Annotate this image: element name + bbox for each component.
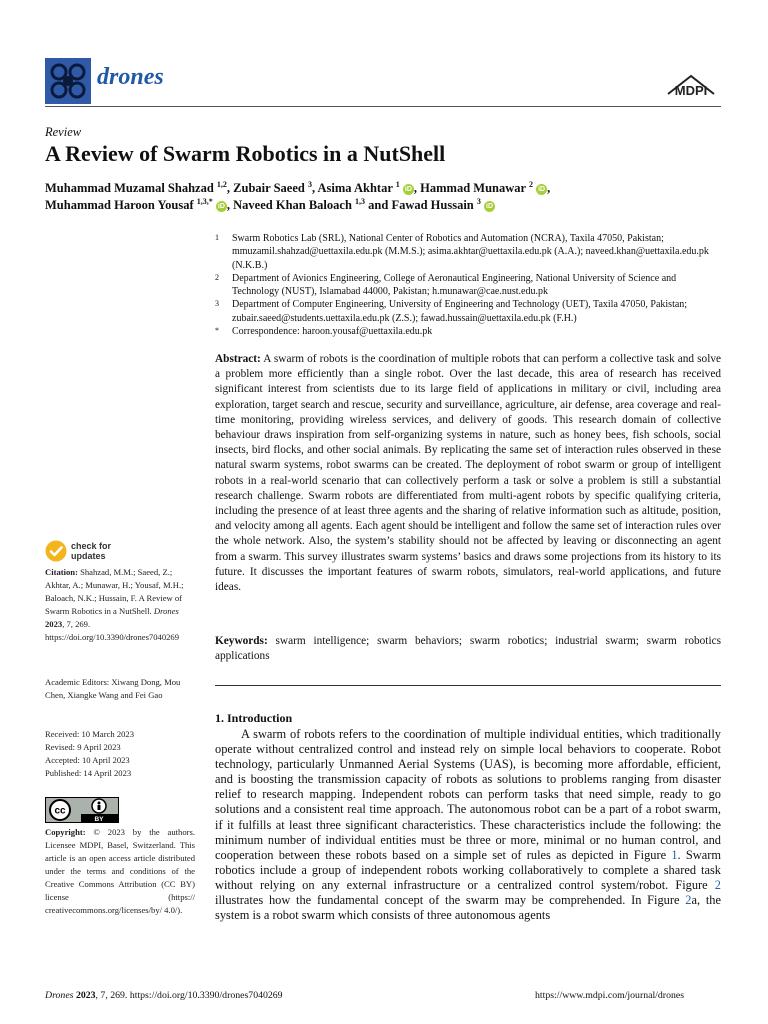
journal-name[interactable]: drones	[97, 64, 164, 90]
abstract-label: Abstract:	[215, 353, 261, 365]
affiliation-text: Swarm Robotics Lab (SRL), National Center of Robotics and Automation (NCRA), Taxila 47050, Pakistan; mmuzamil.shahzad@uettaxila.edu.pk (M.M.S.); asima.akhtar@uettaxila.edu.pk (A.A.); naveed.khan@uettaxila.edu.pk (N.K.B.)	[232, 233, 709, 271]
copyright-text: © 2023 by the authors. Licensee MDPI, Basel, Switzerland. This article is an open access article distributed under the terms and conditions of the Creative Commons Attribution (CC BY) license (https:// creativecommons.org/licenses/by/ 4.0/).	[45, 827, 195, 915]
author-affiliation-marker: 3	[307, 180, 312, 189]
author-affiliation-marker: 1,3	[355, 197, 366, 206]
citation-text: Shahzad, M.M.; Saeed, Z.; Akhtar, A.; Munawar, H.; Yousaf, M.H.; Baloach, N.K.; Hussain, F. A Review of Swarm Robotics in a NutShell.	[45, 567, 184, 616]
citation-journal: Drones	[153, 606, 179, 616]
figure-link[interactable]: 2	[685, 893, 692, 908]
check-for-updates-button[interactable]	[45, 540, 165, 564]
citation-doi[interactable]: , 7, 269. https://doi.org/10.3390/drones7040269	[45, 619, 180, 642]
header-divider	[45, 106, 721, 107]
section-heading-introduction: 1. Introduction	[215, 711, 293, 725]
orcid-icon[interactable]: iD	[217, 203, 225, 211]
keywords-label: Keywords:	[215, 635, 268, 647]
orcid-icon[interactable]: iD	[404, 186, 412, 194]
paragraph-text: . Swarm robotics include a group of independent robots working collaboratively to complete a shared task without relying on any external infrastructure or a centralized control system/robot. Figure	[215, 847, 721, 892]
figure-link[interactable]: 1	[671, 847, 678, 862]
mdpi-logo-icon[interactable]	[664, 70, 718, 100]
citation-year: 2023	[45, 619, 63, 629]
affiliation-marker: 1	[215, 233, 219, 242]
orcid-icon[interactable]: iD	[486, 203, 494, 211]
author-name[interactable]: Zubair Saeed	[233, 181, 305, 196]
date-revised: Revised: 9 April 2023	[45, 742, 121, 752]
article-type: Review	[45, 125, 82, 139]
copyright-notice	[45, 826, 195, 917]
author-name[interactable]: Fawad Hussain	[391, 198, 474, 213]
figure-link[interactable]: 2	[714, 877, 721, 892]
author-name[interactable]: Naveed Khan Baloach	[233, 198, 352, 213]
cc-by-license-icon[interactable]	[45, 797, 119, 823]
copyright-label: Copyright:	[45, 827, 86, 837]
by-text: BY	[94, 816, 104, 823]
affiliation-text: Department of Avionics Engineering, College of Aeronautical Engineering, National University of Science and Technology (NUST), Islamabad 44000, Pakistan; h.munawar@cae.nust.edu.pk	[232, 272, 677, 298]
paragraph-text: a, the system is a robot swarm which consists of three autonomous agents	[215, 893, 721, 923]
author-list-line-2: Muhammad Haroon Yousaf $^{1,3,*}$ iD , Naveed Khan Baloach $^{1,3}$ and Fawad Hussain $^3$ iD	[45, 197, 494, 213]
affiliation-item	[215, 325, 725, 338]
citation-label: Citation:	[45, 567, 78, 577]
introduction-paragraph	[215, 727, 721, 923]
date-accepted: Accepted: 10 April 2023	[45, 755, 130, 765]
orcid-icon[interactable]: iD	[538, 186, 546, 194]
affiliation-item	[215, 298, 725, 325]
affiliations-list	[215, 232, 725, 338]
author-name[interactable]: Muhammad Haroon Yousaf	[45, 198, 194, 213]
paragraph-text: illustrates how the fundamental concept of the swarm may be comprehended. In Figure	[215, 893, 680, 908]
mdpi-logo-text: MDPI	[674, 83, 708, 98]
footer-doi[interactable]: , 7, 269. https://doi.org/10.3390/drones7040269	[95, 990, 283, 1001]
drones-logo-icon	[45, 58, 91, 104]
footer-citation	[45, 990, 283, 1001]
check-updates-line-1: check for	[71, 541, 112, 551]
keywords-text: swarm intelligence; swarm behaviors; swarm robotics; industrial swarm; swarm robotics applications	[215, 635, 721, 663]
check-for-updates-label	[71, 542, 111, 561]
author-name[interactable]: Hammad Munawar	[420, 181, 526, 196]
check-updates-line-2: updates	[71, 550, 106, 561]
correspondence-text: Correspondence: haroon.yousaf@uettaxila.edu.pk	[232, 326, 433, 338]
affiliation-marker: 3	[215, 299, 219, 309]
abstract-text: A swarm of robots is the coordination of multiple robots that can perform a collective task and solve a problem more efficiently than a single robot. Over the last decade, this area of research has received significant interest from scientists due to its large field of applications in military or civil, including area exploration, target search and rescue, security and surveillance, agriculture, air defense, area coverage and real-time monitoring, providing wireless services, and delivery of goods. This research domain of collective behaviour draws inspiration from self-organizing systems in nature, such as honey bees, fish schools, social insects, bird flocks, and other social animals. By replicating the same set of interaction rules observed in these natural swarm systems, robot swarms can be created. The deployment of robot swarm or group of intelligent robots in a real-world scenario that can collectively perform a task or solve a problem is still a substantial research challenge. Swarm robots are differentiated from multi-agent robots by specific qualifying criteria, including the presence of at least three agents and the sharing of relative information such as altitude, position, and velocity among all agents. Each agent should be intelligent and follow the same set of interaction rules over the whole network. Also, the system’s stability should not be affected by leaving or disconnecting an agent from a swarm. This survey illustrates swarm systems’ basics and draws some projections from its history to its future. It discusses the important features of swarm robots, simulators, real-world applications, and future ideas.	[215, 353, 722, 594]
author-affiliation-marker: 2	[528, 180, 533, 189]
abstract	[215, 352, 721, 595]
footer-year: 2023	[75, 990, 96, 1001]
author-list-line-1: Muhammad Muzamal Shahzad $^{1,2}$, Zubair Saeed $^3$, Asima Akhtar $^1$ iD , Hammad Munawar $^2$ iD ,	[45, 180, 551, 196]
check-for-updates-icon	[45, 540, 67, 562]
author-affiliation-marker: 1,2	[216, 180, 227, 189]
footer-journal-url[interactable]: https://www.mdpi.com/journal/drones	[535, 990, 685, 1001]
affiliation-marker: *	[215, 326, 219, 336]
author-affiliation-marker: 3	[476, 197, 481, 206]
affiliation-marker: 2	[215, 272, 219, 282]
citation-block	[45, 566, 195, 644]
keywords	[215, 634, 721, 664]
affiliation-text: Department of Computer Engineering, University of Engineering and Technology (UET), Taxila 47050, Pakistan; zubair.saeed@students.uettaxila.edu.pk (Z.S.); fawad.hussain@uettaxila.edu.pk (F.H.)	[232, 299, 688, 324]
date-received: Received: 10 March 2023	[45, 729, 135, 739]
cc-text: cc	[54, 805, 66, 817]
author-affiliation-marker: 1,3,*	[196, 197, 213, 206]
academic-editors: Academic Editors: Xiwang Dong, Mou Chen, Xiangke Wang and Fei Gao	[45, 677, 181, 700]
author-affiliation-marker: 1	[395, 180, 400, 189]
author-name[interactable]: Muhammad Muzamal Shahzad	[45, 181, 214, 196]
footer-journal: Drones	[45, 990, 74, 1001]
affiliation-item	[215, 272, 725, 299]
article-title: A Review of Swarm Robotics in a NutShell	[45, 141, 446, 166]
section-divider	[215, 685, 721, 686]
date-published: Published: 14 April 2023	[45, 768, 132, 778]
publication-dates	[45, 728, 195, 780]
affiliation-item	[215, 232, 725, 272]
paragraph-text: A swarm of robots refers to the coordination of multiple individual entities, which traditionally operate without centralized control and instead rely on simple local behaviors to cooperate. Robot technology, particularly Unmanned Aerial Systems (UAS), is becoming more affordable, efficient, and is boosting the transmission capacity of robots as solutions to problems ranging from disaster relief to research mapping. Independent robots can perform tasks that need simple, ready to go solutions and a consistent real time approach. The autonomous robot can be a part of a robot swarm, if it fulfills at least three significant characteristics. These characteristics include the following: the minimum number of individual entities must be three or more, minimal or no human control, and cooperation between these robots based on a simple set of rules as depicted in Figure	[215, 727, 721, 862]
author-name[interactable]: Asima Akhtar	[317, 181, 393, 196]
